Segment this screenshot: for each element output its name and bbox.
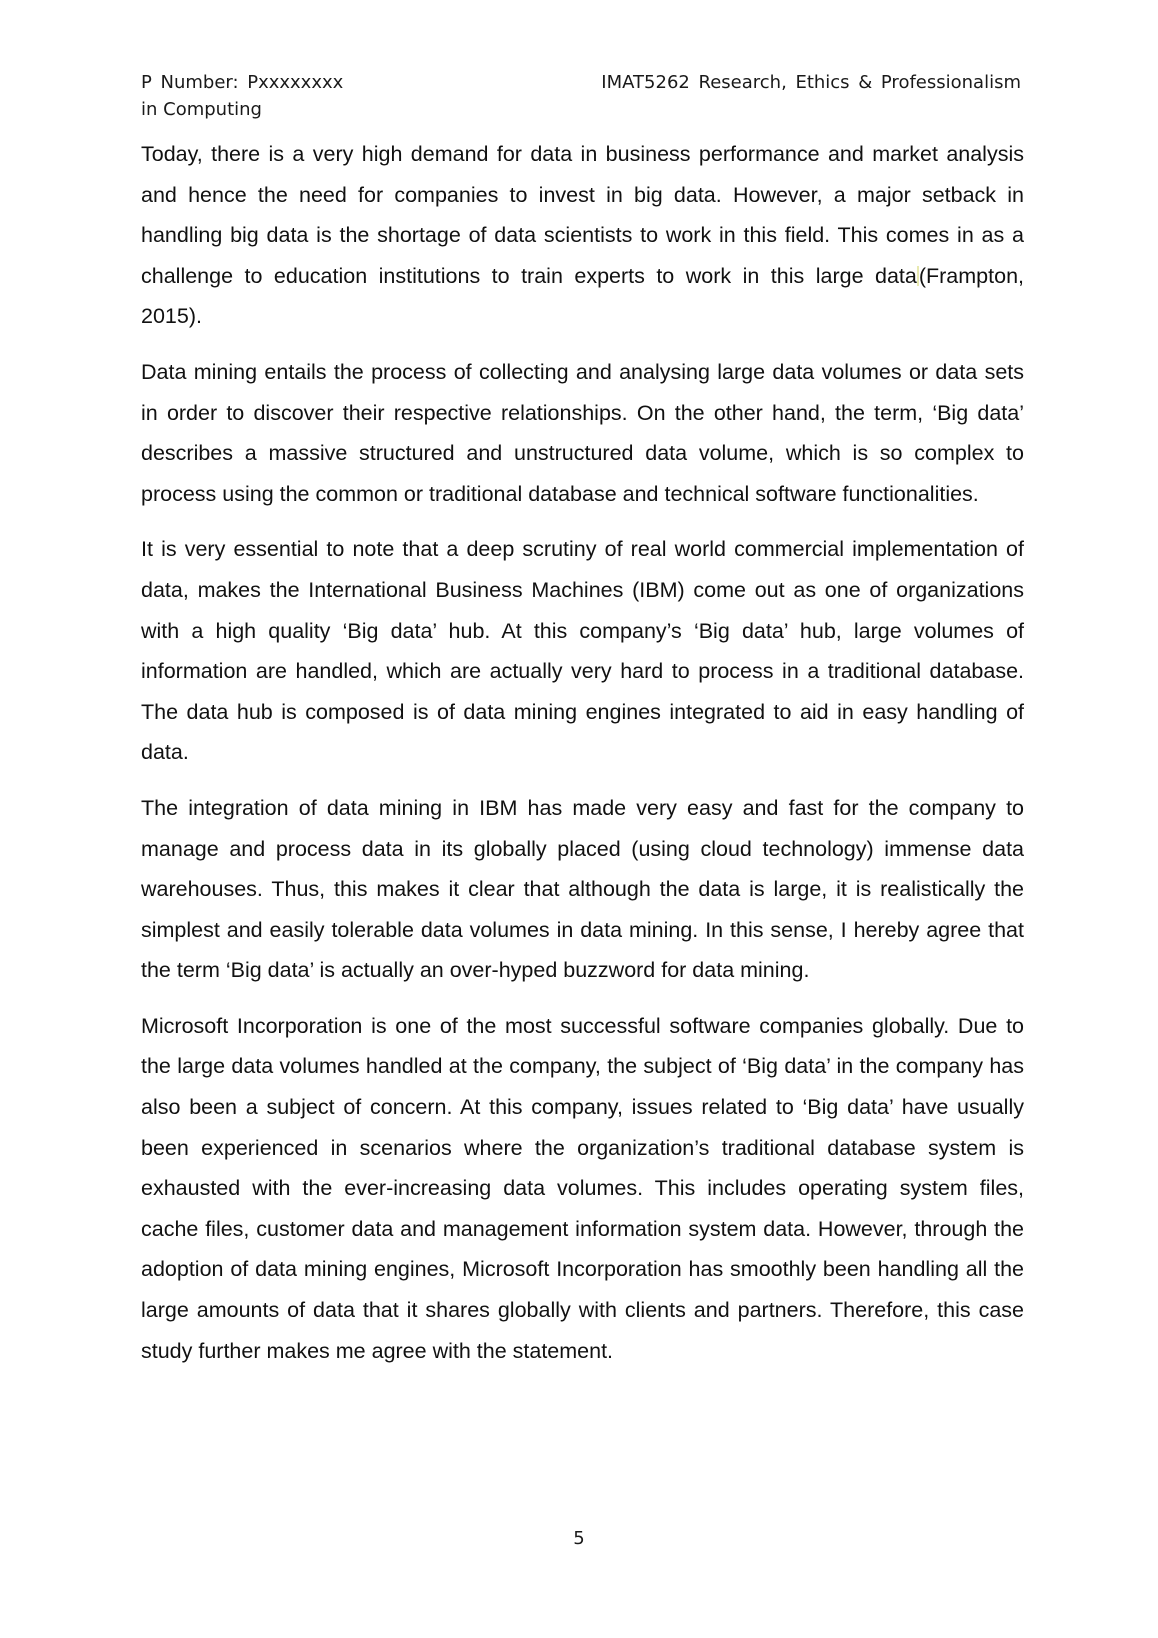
paragraph-3: It is very essential to note that a deep scrutiny of real world commercial implementation of data, makes the International Business Machines (IBM) come out as one of organizations with a high quality ‘Big data’ hub. At this company’s ‘Big data’ hub, large volumes of information are handled, which are actually very hard to process in a traditional database. The data hub is composed is of data mining engines integrated to aid in easy handling of data. xyxy=(141,537,1024,765)
paragraph-4: The integration of data mining in IBM has made very easy and fast for the company to manage and process data in its globally placed (using cloud technology) immense data warehouses. Thus, this makes it clear that although the data is large, it is realistically the simplest and easily tolerable data volumes in data mining. In this sense, I hereby agree that the term ‘Big data’ is actually an over-hyped buzzword for data mining. xyxy=(141,795,1024,983)
paragraph-1-text: Today, there is a very high demand for data in business performance and market analysis and hence the need for companies to invest in big data. However, a major setback in handling big data is the shortage of data scientists to work in this field. This comes in as a challenge to education institutions to train experts to work in this large data xyxy=(141,142,1024,288)
paragraph-2: Data mining entails the process of collecting and analysing large data volumes or data sets in order to discover their respective relationships. On the other hand, the term, ‘Big data’ describes a massive structured and unstructured data volume, which is so complex to process using the common or traditional database and technical software functionalities. xyxy=(141,359,1024,506)
page-header xyxy=(141,69,1021,123)
document-body xyxy=(141,134,1024,1386)
p-number: P Number: Pxxxxxxxx xyxy=(141,72,344,93)
page-number: 5 xyxy=(573,1528,585,1549)
paragraph-1 xyxy=(141,134,1024,337)
paragraph-5: Microsoft Incorporation is one of the most successful software companies globally. Due to the large data volumes handled at the company, the subject of ‘Big data’ in the company has also been a subject of concern. At this company, issues related to ‘Big data’ have usually been experienced in scenarios where the organization’s traditional database system is exhausted with the ever-increasing data volumes. This includes operating system files, cache files, customer data and management information system data. However, through the adoption of data mining engines, Microsoft Incorporation has smoothly been handling all the large amounts of data that it shares globally with clients and partners. Therefore, this case study further makes me agree with the statement. xyxy=(141,1013,1024,1363)
module-title: IMAT5262 Research, Ethics & Professionalism in Computing xyxy=(141,72,1021,120)
citation: (Frampton, 2015). xyxy=(141,263,1024,329)
